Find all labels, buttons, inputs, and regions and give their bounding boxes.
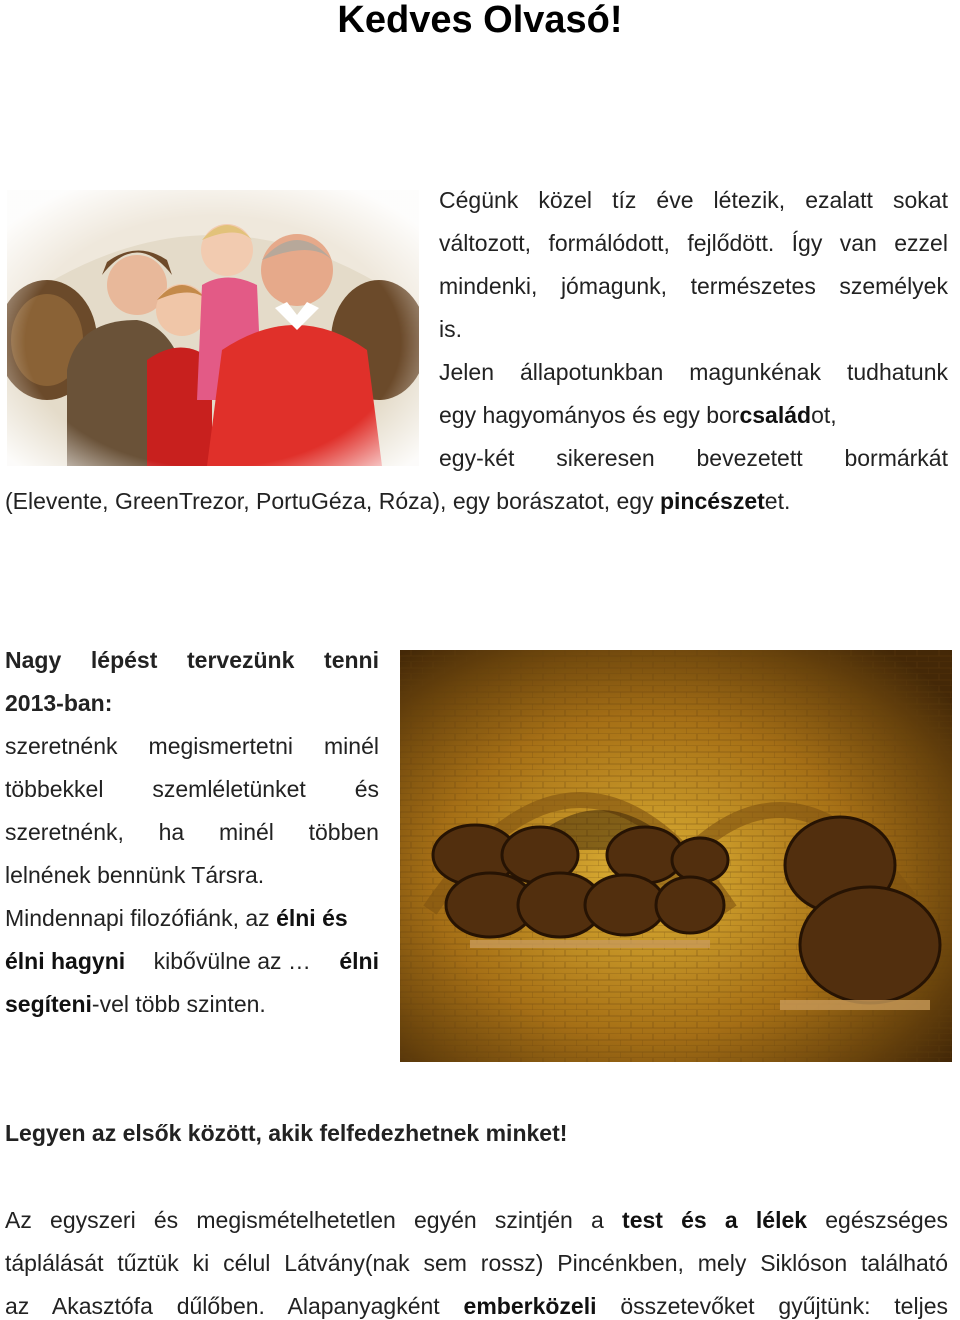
plan-line-1: Nagy lépést tervezünk tenni — [5, 647, 379, 673]
intro-line-5: Jelen állapotunkban magunkénak tudhatunk — [439, 359, 948, 385]
intro-line-3: mindenki, jómagunk, természetes személyek — [439, 273, 948, 299]
plan-line-4: többekkel szemléletünket és — [5, 776, 379, 802]
plan-line-3: szeretnénk megismertetni minél — [5, 733, 379, 759]
closing-line-3: az Akasztófa dűlőben. Alapanyagként emberközeli összetevőket gyűjtünk: teljes — [5, 1293, 948, 1319]
intro-line-2: változott, formálódott, fejlődött. Így van ezzel — [439, 230, 948, 256]
intro-line-6: egy hagyományos és egy borcsaládot, — [439, 402, 837, 428]
wine-cellar-photo — [400, 650, 952, 1062]
plan-line-2: 2013-ban: — [5, 690, 113, 716]
callout-text: Legyen az elsők között, akik felfedezhetnek minket! — [5, 1120, 568, 1146]
plan-line-6: lelnének bennünk Társra. — [5, 862, 265, 888]
intro-line-8: (Elevente, GreenTrezor, PortuGéza, Róza), egy borászatot, egy pincészetet. — [5, 488, 791, 514]
plan-line-5: szeretnénk, ha minél többen — [5, 819, 379, 845]
intro-line-7: egy-két sikeresen bevezetett bormárkát — [439, 445, 948, 471]
intro-line-4: is. — [439, 316, 462, 342]
intro-line-1: Cégünk közel tíz éve létezik, ezalatt sokat — [439, 187, 948, 213]
plan-line-8: élni hagyni kibővülne az … élni — [5, 948, 379, 974]
closing-line-2: táplálását tűztük ki célul Látvány(nak sem rossz) Pincénkben, mely Siklóson található — [5, 1250, 948, 1276]
plan-line-7: Mindennapi filozófiánk, az élni és — [5, 905, 348, 931]
page-title: Kedves Olvasó! — [337, 0, 623, 41]
family-photo — [7, 190, 419, 466]
closing-line-1: Az egyszeri és megismételhetetlen egyén szintjén a test és a lélek egészséges — [5, 1207, 949, 1233]
plan-line-9: segíteni-vel több szinten. — [5, 991, 266, 1017]
